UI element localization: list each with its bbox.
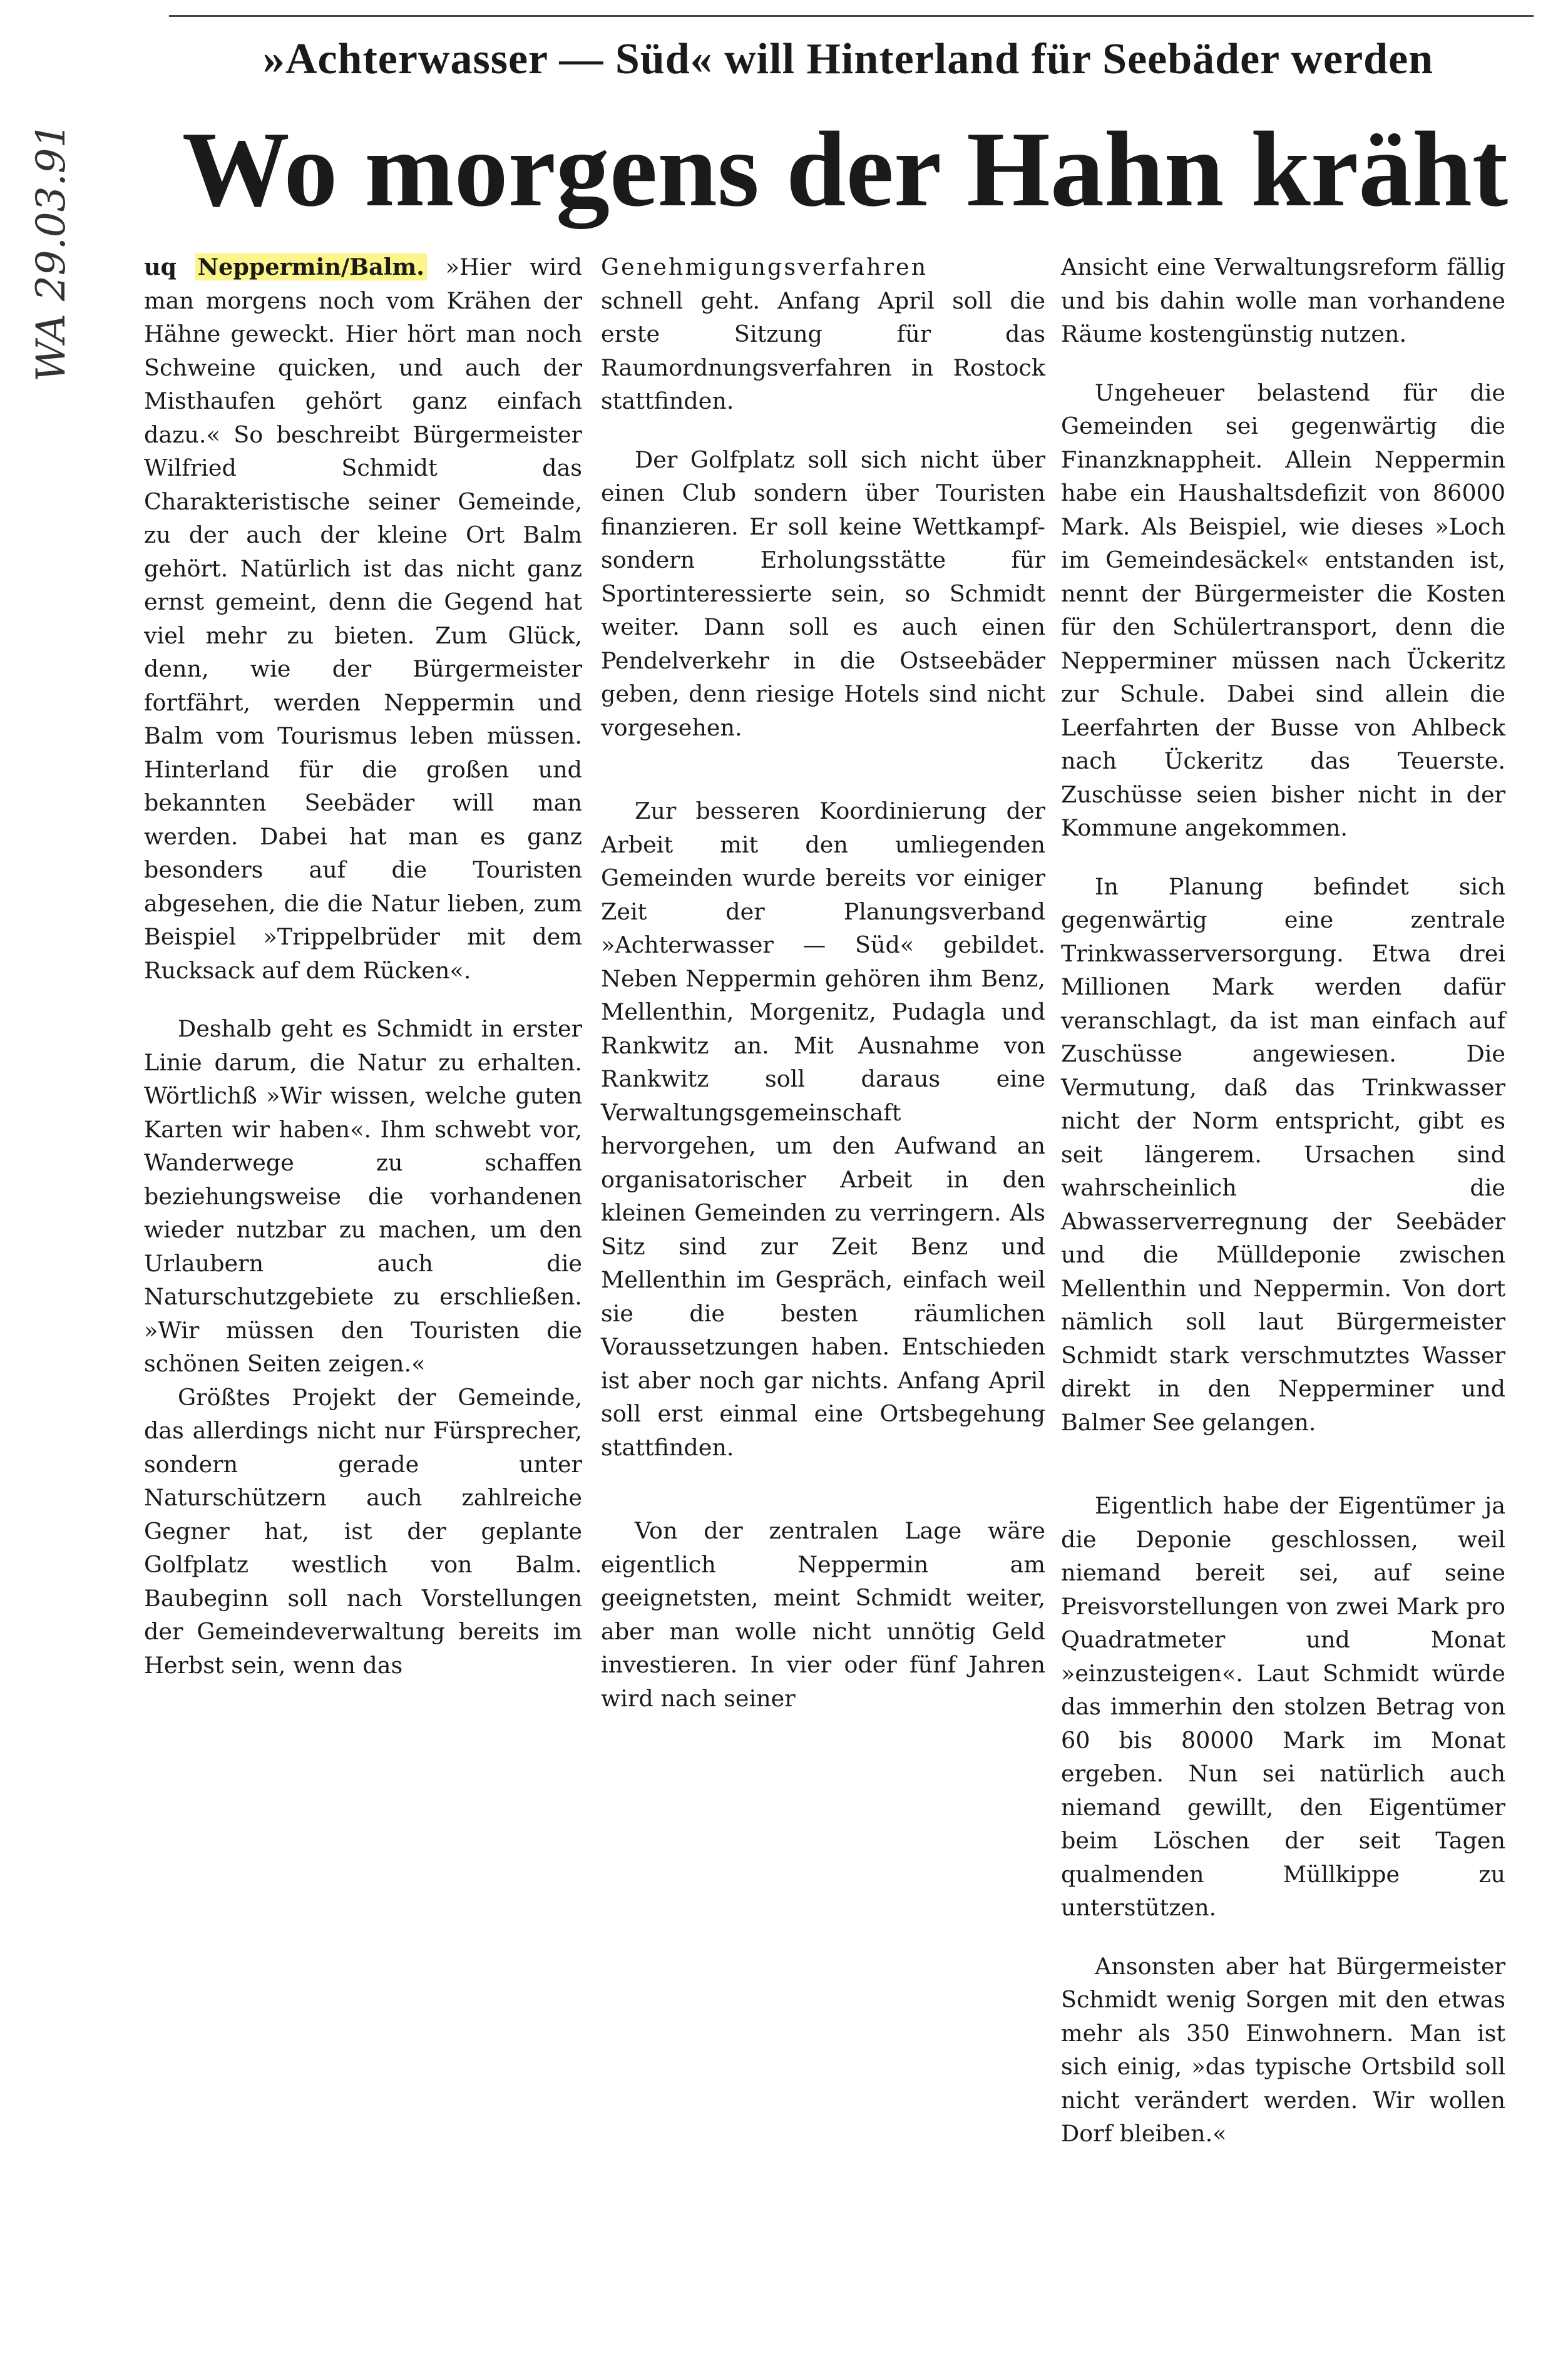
paragraph: schnell geht. Anfang April soll die erste Sitzung für das Raumordnungsverfahren in Rostock stattfinden. [601,287,1045,414]
paragraph: Zur besseren Koordinierung der Arbeit mit den umliegenden Gemeinden wurde bereits vor einiger Zeit der Planungsverband »Achterwasser — Süd« gebildet. Neben Neppermin gehören ihm Benz, Mellenthin, Morgenitz, Pudagla und Rankwitz an. Mit Ausnahme von Rankwitz soll daraus eine Verwaltungsgemeinschaft hervorgehen, um den Aufwand an organisatorischer Arbeit in den kleinen Gemeinden zu verringern. Als Sitz sind zur Zeit Benz und Mellenthin im Gespräch, einfach weil sie die besten räumlichen Voraussetzungen haben. Entschieden ist aber noch gar nichts. Anfang April soll erst einmal eine Ortsbegehung stattfinden. [601,797,1045,1461]
article-column-3 [1061,250,1505,2151]
paragraph: Der Golfplatz soll sich nicht über einen Club sondern über Touristen finanzieren. Er soll keine Wettkampf- sondern Erholungsstätte für Sportinteressierte sein, so Schmidt weiter. Dann soll es auch einen Pendelverkehr in die Ostseebäder geben, denn riesige Hotels sind nicht vorgesehen. [601,446,1045,741]
paragraph: Ansicht eine Verwaltungsreform fällig und bis dahin wolle man vorhandene Räume kostengünstig nutzen. [1061,254,1505,347]
paragraph: Größtes Projekt der Gemeinde, das allerdings nicht nur Fürsprecher, sondern gerade unter Naturschützern auch zahlreiche Gegner hat, ist der geplante Golfplatz westlich von Balm. Baubeginn soll nach Vorstellungen der Gemeindeverwaltung bereits im Herbst sein, wenn das [144,1383,582,1679]
paragraph: Eigentlich habe der Eigentümer ja die Deponie geschlossen, weil niemand bereit sei, auf seine Preisvorstellungen von zwei Mark pro Quadratmeter und Monat »einzusteigen«. Laut Schmidt würde das immerhin den stolzen Betrag von 60 bis 80000 Mark im Monat ergeben. Nun sei natürlich auch niemand gewillt, den Eigentümer beim Löschen der seit Tagen qualmenden Müllkippe zu unterstützen. [1061,1492,1505,1921]
paragraph: Ungeheuer belastend für die Gemeinden sei gegenwärtig die Finanzknappheit. Allein Neppermin habe ein Haushaltsdefizit von 86000 Mark. Als Beispiel, wie dieses »Loch im Gemeindesäckel« entstanden ist, nennt der Bürgermeister die Kosten für den Schülertransport, denn die Nepperminer müssen nach Ückeritz zur Schule. Dabei sind allein die Leerfahrten der Busse von Ahlbeck nach Ückeritz das Teuerste. Zuschüsse seien bisher nicht in der Kommune angekommen. [1061,379,1505,841]
paragraph: Deshalb geht es Schmidt in erster Linie darum, die Natur zu erhalten. Wörtlichß »Wir wissen, welche guten Karten wir haben«. Ihm schwebt vor, Wanderwege zu schaffen beziehungsweise die vorhandenen wieder nutzbar zu machen, um den Urlaubern auch die Naturschutzgebiete zu erschließen. »Wir müssen den Touristen die schönen Seiten zeigen.« [144,1015,582,1377]
paragraph: Ansonsten aber hat Bürgermeister Schmidt wenig Sorgen mit den etwas mehr als 350 Einwohnern. Man ist sich einig, »das typische Ortsbild soll nicht verändert werden. Wir wollen Dorf bleiben.« [1061,1952,1505,2147]
paragraph [144,250,582,987]
paragraph: In Planung befindet sich gegenwärtig eine zentrale Trinkwasserversorgung. Etwa drei Millionen Mark werden dafür veranschlagt, da ist man einfach auf Zuschüsse angewiesen. Die Vermutung, daß das Trinkwasser nicht der Norm entspricht, gibt es seit längerem. Ursachen sind wahrscheinlich die Abwasserverregnung der Seebäder und die Mülldeponie zwischen Mellenthin und Neppermin. Von dort nämlich soll laut Bürgermeister Schmidt stark verschmutztes Wasser direkt in den Nepperminer und Balmer See gelangen. [1061,873,1505,1436]
paragraph: Von der zentralen Lage wäre eigentlich Neppermin am geeignetsten, meint Schmidt weiter, aber man wolle nicht unnötig Geld investieren. In vier oder fünf Jahren wird nach seiner [601,1517,1045,1712]
article-kicker: »Achterwasser — Süd« will Hinterland für Seebäder werden [262,35,1434,83]
article-headline: Wo morgens der Hahn kräht [182,110,1509,229]
top-rule [169,15,1534,17]
byline: uq [144,254,177,280]
paragraph-lead: Genehmigungsverfahren [601,254,928,280]
place-dateline: Neppermin/Balm. [195,254,427,280]
article-column-1 [144,250,582,1682]
article-column-2 [601,250,1045,1715]
paragraph-text: »Hier wird man morgens noch vom Krähen der Hähne geweckt. Hier hört man noch Schweine quicken, und auch der Misthaufen gehört ganz einfach dazu.« So beschreibt Bürgermeister Wilfried Schmidt das Charakteristische seiner Gemeinde, zu der auch der kleine Ort Balm gehört. Natürlich ist das nicht ganz ernst gemeint, denn die Gegend hat viel mehr zu bieten. Zum Glück, denn, wie der Bürgermeister fortfährt, werden Neppermin und Balm vom Tourismus leben müssen. Hinterland für die großen und bekannten Seebäder will man werden. Dabei hat man es ganz besonders auf die Touristen abgesehen, die die Natur lieben, zum Beispiel »Trippelbrüder mit dem Rucksack auf dem Rücken«. [144,254,583,984]
handwritten-date-note: WA 29.03.91 [28,122,74,382]
